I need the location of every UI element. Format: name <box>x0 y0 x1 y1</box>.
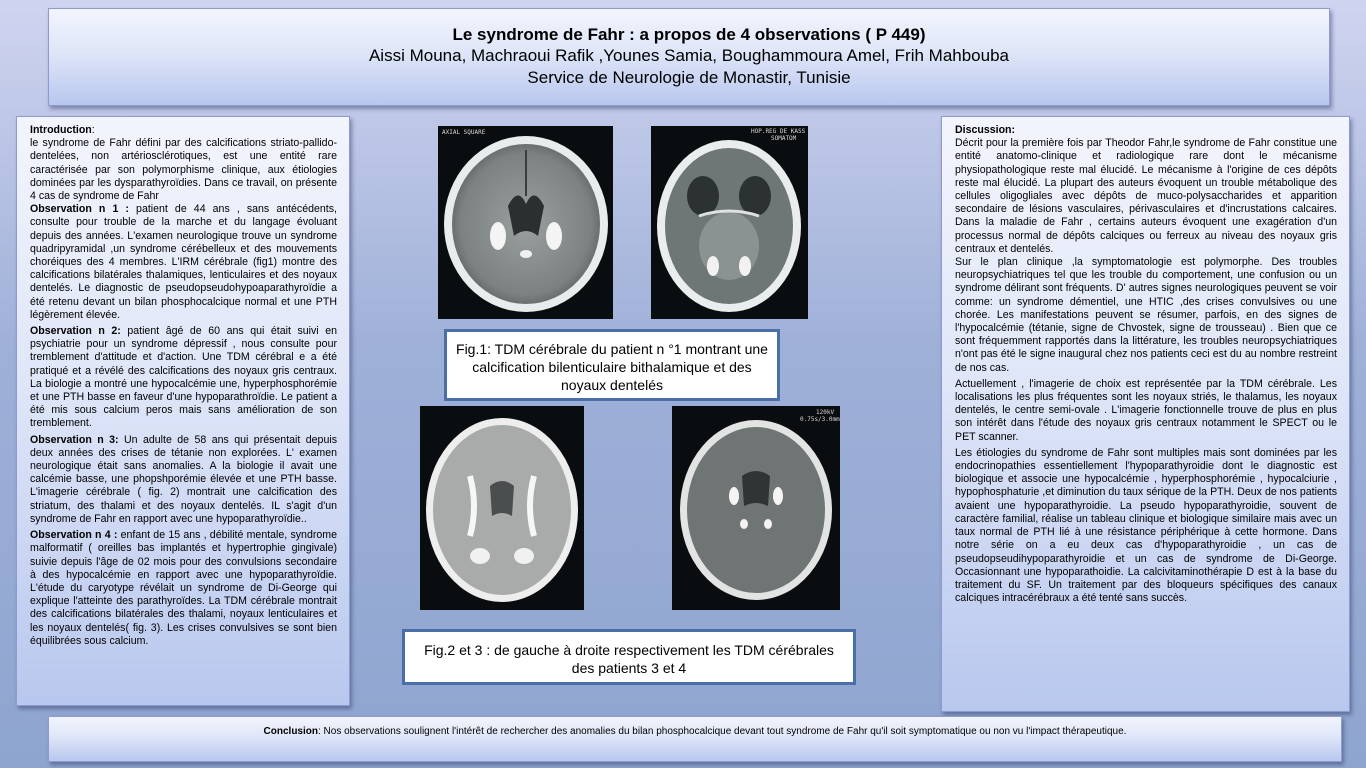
discussion-paragraph-1: Décrit pour la première fois par Theodor Fahr,le syndrome de Fahr constitue une entité anatomo-clinique et radiologique rare dont le mécanisme physiopathologique reste mal élucidé. Le mécanisme à l'origine de ces dépôts reste mal élucidé. La plupart des auteurs évoquent un trouble métabolique des cellules oligogliales avec dépôts de muco-polysaccharides et apparition secondaire de lésions vasculaires, périvasculaires et d'incrustations calcaires. Dans la maladie de Fahr , certains auteurs évoquent une exagération d'un processus normal de dépôts calciques ou ferreux au niveau des noyaux gris centraux et dentelés. <box>955 137 1337 255</box>
introduction-heading: Introduction <box>30 124 92 136</box>
discussion-heading: Discussion: <box>955 124 1016 136</box>
observation-1-label: Observation n 1 : <box>30 203 129 216</box>
discussion-paragraph-4: Les étiologies du syndrome de Fahr sont multiples mais sont dominées par les endocrinopathies essentiellement l'hypoparathyroidie dont le diagnostic est biologique et associe une hypocalcémie , hyperphosphorémie , hypocalciurie , hypophosphaturie ,et diminution du taux sérique de la PTH. Deux de nos patients avaient une hypoparathyroidie. La pseudo hypoparathyroidie, souvent de caractère familial, réalise un tableau clinique et biologique similaire mais avec un taux normal de PTH lié à une résistance périphérique à cette hormone. Dans notre série on a eu deux cas d'hypoparathyroidie , un cas de pseudopseudihypoparathyroidie et un cas de syndrome de Di-George. Occasionnant une hypoparathoidie. La calcivitaminothérapie D est à la base du traitement du SF. Un traitement par des bloqueurs spécifiques des canaux calciques intracérébraux a été tenté sans succès. <box>955 446 1337 605</box>
poster-affiliation: Service de Neurologie de Monastir, Tunisie <box>527 68 851 87</box>
ct-scan-image-2 <box>651 126 808 319</box>
conclusion-label: Conclusion <box>263 726 318 737</box>
poster-header <box>48 8 1330 106</box>
introduction-panel: Introduction: le syndrome de Fahr défini par des calcifications striato-pallido-dentelées, non artériosclérotiques, est une entité rare caractérisée par son polymorphisme clinique, aux étiologies dominées par les dysparathyroïdies. Dans ce travail, on présente 4 cas de syndrome de Fahr Observation n 1 : patient de 44 ans , sans antécédents, consulte pour trouble de la marche et du langage évoluant depuis des années. L'examen neurologique trouve un syndrome quadripyramidal ,un syndrome cérébelleux et des mouvements choréiques des 4 membres. L'IRM cérébrale (fig1) montre des calcifications bilatérales thalamiques, lenticulaires et des noyaux dentelés. Le diagnostic de pseudopseudohypoaparathyroïdie a été retenu devant un bilan phosphocalcique normal et une PTH légèrement élevée. Observation n 2: patient âgé de 60 ans qui était suivi en psychiatrie pour un syndrome dépressif , nous consulte pour tremblement d'attitude et d'action. Une TDM cérébral e a été pratiqué et a révélé des calcifications des noyaux gris centraux. La biologie a montré une hypocalcémie une, hyperphosphorémie et une PTH basse en faveur d'une hypoparathroïdie. Le patient a été mis sous calcium peros mais sans amélioration de son tremblement. Observation n 3: Un adulte de 58 ans qui présentait depuis deux années des crises de tétanie non explorées. L' examen neurologique était sans anomalies. A la biologie il avait une calcémie basse, une phopshporémie élevée et une PTH basse. L'imagerie cérébrale ( fig. 2) montrait une calcification des striatum, des thalami et des noyaux dentelés. IL s'agit d'un syndrome de Fahr en rapport avec une hypoparathyroïdie.. Observation n 4 : enfant de 15 ans , débilité mentale, syndrome malformatif ( oreilles bas implantés et hypertrophie gingivale) suivie depuis l'âge de 02 mois pour des convulsions secondaire à des hypocalcémie en rapport avec une hypoparathyroïdie. L'étude du caryotype révélait un syndrome de Di-George qui explique l'atteinte des parathyroïdes. La TDM cérébrale montrait des calcifications bilatérales des thalami, noyaux lenticulaires et les noyaux dentelés( fig. 3). Les crises convulsives se sont bien équilibrées sous calcium. <box>16 116 350 706</box>
observation-4-text: enfant de 15 ans , débilité mentale, syndrome malformatif ( oreilles bas implantés et hypertrophie gingivale) suivie depuis l'âge de 02 mois pour des convulsions secondaire à des hypocalcémie en rapport avec une hypoparathyroïdie. L'étude du caryotype révélait un syndrome de Di-George qui explique l'atteinte des parathyroïdes. La TDM cérébrale montrait des calcifications bilatérales des thalami, noyaux lenticulaires et les noyaux dentelés( fig. 3). Les crises convulsives se sont bien équilibrées sous calcium. <box>30 529 337 647</box>
ct-scan-image-1 <box>438 126 613 319</box>
observation-3-label: Observation n 3: <box>30 433 119 446</box>
figure-2-3-caption: Fig.2 et 3 : de gauche à droite respectivement les TDM cérébrales des patients 3 et 4 <box>402 629 856 685</box>
scan-4-sublabel: 0.75s/3.0mm <box>800 416 840 423</box>
scan-1-label: AXIAL SQUARE <box>442 129 486 136</box>
scan-4-label: 120kV <box>816 409 835 416</box>
observation-3-text: Un adulte de 58 ans qui présentait depuis deux années des crises de tétanie non explorées. L' examen neurologique était sans anomalies. A la biologie il avait une calcémie basse, une phopshporémie élevée et une PTH basse. L'imagerie cérébrale ( fig. 2) montrait une calcification des striatum, des thalami et des noyaux dentelés. IL s'agit d'un syndrome de Fahr en rapport avec une hypoparathyroïdie.. <box>30 433 337 525</box>
conclusion-panel <box>48 716 1342 762</box>
observation-2-text: patient âgé de 60 ans qui était suivi en psychiatrie pour un syndrome dépressif , nous consulte pour tremblement d'attitude et d'action. Une TDM cérébral e a été pratiqué et a révélé des calcifications des noyaux gris centraux. La biologie a montré une hypocalcémie une, hyperphosphorémie et une PTH basse en faveur d'une hypoparathroïdie. Le patient a été mis sous calcium peros mais sans amélioration de son tremblement. <box>30 325 337 430</box>
poster-authors: Aissi Mouna, Machraoui Rafik ,Younes Samia, Boughammoura Amel, Frih Mahbouba <box>368 46 1010 65</box>
observation-1-text: patient de 44 ans , sans antécédents, consulte pour trouble de la marche et du langage évoluant depuis des années. L'examen neurologique trouve un syndrome quadripyramidal ,un syndrome cérébelleux et des mouvements choréiques des 4 membres. L'IRM cérébrale (fig1) montre des calcifications bilatérales thalamiques, lenticulaires et des noyaux dentelés. Le diagnostic de pseudopseudohypoaparathyroïdie a été retenu devant un bilan phosphocalcique normal et une PTH légèrement élevée. <box>30 203 337 321</box>
scan-2-sublabel: SOMATOM <box>771 135 797 142</box>
conclusion-text: : Nos observations soulignent l'intérêt de rechercher des anomalies du bilan phosphocalcique devant tout syndrome de Fahr qu'il soit symptomatique ou non vu l'impact thérapeutique. <box>318 726 1127 737</box>
introduction-text: le syndrome de Fahr défini par des calcifications striato-pallido-dentelées, non artériosclérotiques, est une entité rare caractérisée par son polymorphisme clinique, aux étiologies dominées par les dysparathyroïdies. Dans ce travail, on présente 4 cas de syndrome de Fahr <box>30 137 337 203</box>
observation-4-label: Observation n 4 : <box>30 529 118 542</box>
discussion-paragraph-3: Actuellement , l'imagerie de choix est représentée par la TDM cérébrale. Les localisations les plus fréquentes sont les noyaux striés, le thalamus, les noyaux dentelés, le centre semi-ovale . L'imagerie fonctionnelle trouve de plus en plus son intérêt dans l'étude des noyaux gris centraux notamment le SPECT ou le PET scanner. <box>955 377 1337 443</box>
figure-1-caption: Fig.1: TDM cérébrale du patient n °1 montrant une calcification bilenticulaire bithalamique et des noyaux dentelés <box>444 329 780 401</box>
ct-scan-image-3 <box>420 406 584 610</box>
poster-title: Le syndrome de Fahr : a propos de 4 observations ( P 449) <box>452 25 926 44</box>
discussion-paragraph-2: Sur le plan clinique ,la symptomatologie est polymorphe. Des troubles neuropsychiatriques tel que les trouble du comportement, une confusion ou un syndrome délirant sont fréquents. D' autres signes neurologiques peuvent se voir comme: un syndrome démentiel, une HTIC ,des crises convulsives ou une chorée. Les manifestations peuvent se résumer, parfois, en des signes de l'hypocalcémie (tétanie, signe de Chvostek, signe de trousseau) . Bien que ce sont fréquemment rapportés dans la littérature, les troubles neuropsychiatriques n'ont pas été le signe inaugural chez nos patients ceci est du au nombre restreint de nos cas. <box>955 256 1337 374</box>
discussion-panel <box>941 116 1350 712</box>
ct-scan-image-4 <box>672 406 840 610</box>
scan-2-label: HOP.REG DE KASS <box>751 128 806 135</box>
observation-2-label: Observation n 2: <box>30 325 121 338</box>
